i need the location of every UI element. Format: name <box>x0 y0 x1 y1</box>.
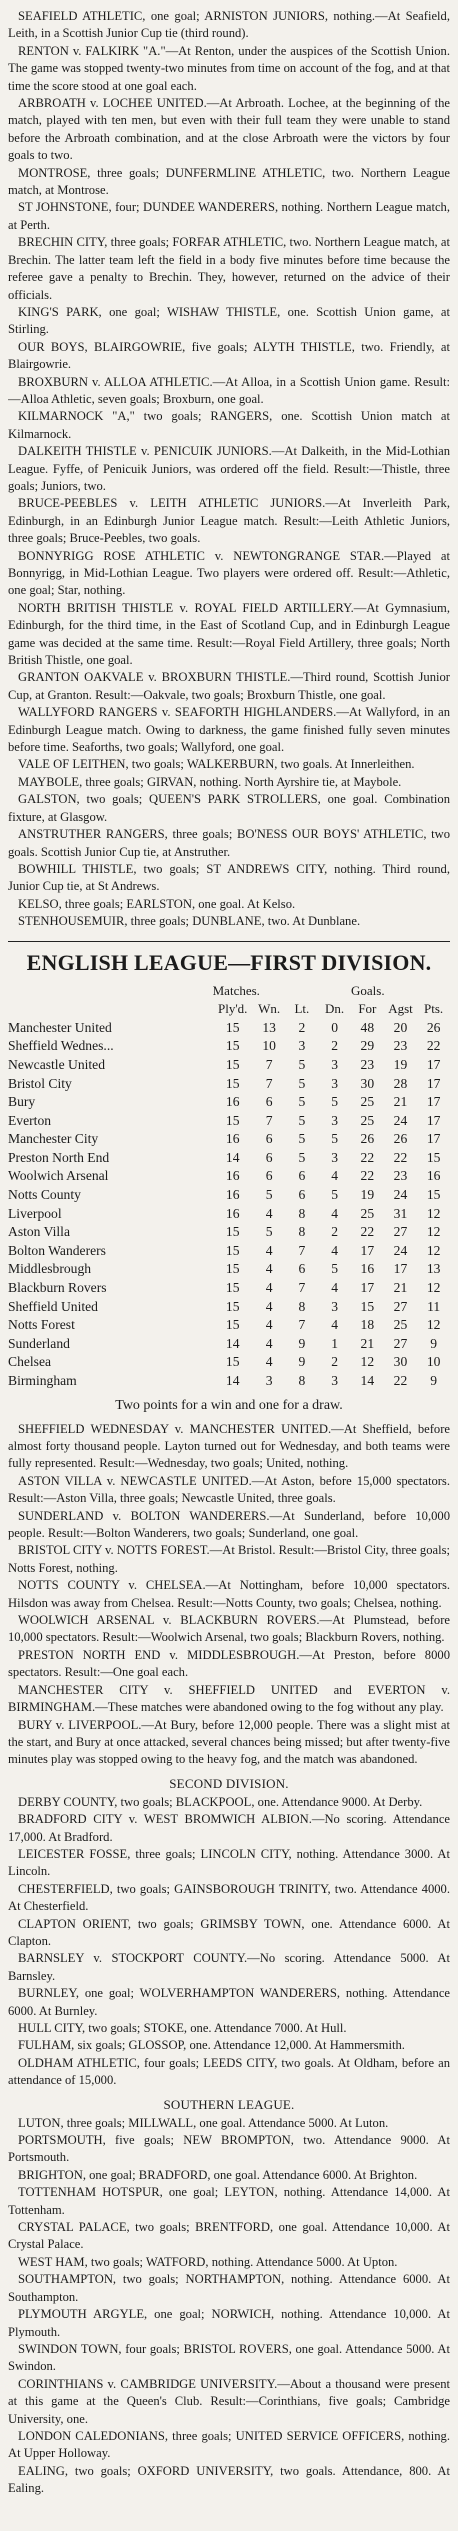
stat-cell: 5 <box>265 1224 273 1240</box>
match-report: DALKEITH THISTLE v. PENICUIK JUNIORS.—At Dalkeith, in the Mid-Lothian League. Fyffe, of Penicuik Juniors, was ordered off the field. Result:—Thistle, three goals; Juniors, two. <box>8 444 450 493</box>
stat-cell: 18 <box>360 1317 375 1333</box>
stat-cell: 17 <box>426 1056 441 1072</box>
stat-cell: 6 <box>298 1187 306 1203</box>
table-row <box>8 1205 450 1224</box>
league-table-matches-header: Matches. <box>212 982 260 998</box>
stat-cell: 5 <box>298 1094 306 1110</box>
stat-cell: 5 <box>331 1261 339 1277</box>
team-name-cell: Notts County <box>8 1187 81 1203</box>
stat-cell: 7 <box>298 1242 306 1258</box>
league-table <box>8 982 450 1391</box>
stat-cell: 5 <box>298 1056 306 1072</box>
stat-cell: 26 <box>393 1131 408 1147</box>
stat-cell: 23 <box>360 1056 375 1072</box>
southern-league-report: PLYMOUTH ARGYLE, one goal; NORWICH, nothing. Attendance 10,000. At Plymouth. <box>8 2307 450 2339</box>
team-name-cell: Sheffield Wednes... <box>8 1038 114 1054</box>
match-report: PRESTON NORTH END v. MIDDLESBROUGH.—At Preston, before 8000 spectators. Result:—One goal each. <box>8 1647 450 1680</box>
stat-cell: 5 <box>298 1131 306 1147</box>
stat-cell: 29 <box>360 1038 375 1054</box>
team-name-cell: Notts Forest <box>8 1317 75 1333</box>
southern-league-report: WEST HAM, two goals; WATFORD, nothing. Attendance 5000. At Upton. <box>18 2254 398 2269</box>
stat-cell: 4 <box>265 1280 273 1296</box>
southern-league-report: SWINDON TOWN, four goals; BRISTOL ROVERS, one goal. Attendance 5000. At Swindon. <box>8 2341 450 2374</box>
stat-cell: 10 <box>262 1038 276 1054</box>
southern-league-heading: SOUTHERN LEAGUE. <box>163 2096 295 2112</box>
team-name-cell: Everton <box>8 1112 52 1128</box>
stat-cell: 6 <box>265 1149 273 1165</box>
stat-cell: 12 <box>426 1242 441 1258</box>
first-division-reports <box>8 1421 450 1769</box>
stat-cell: 4 <box>265 1298 273 1314</box>
team-name-cell: Middlesbrough <box>8 1261 92 1277</box>
stat-cell: 3 <box>331 1373 339 1388</box>
stat-cell: 15 <box>225 1038 240 1054</box>
match-report: BRUCE-PEEBLES v. LEITH ATHLETIC JUNIORS.—At Inverleith Park, Edinburgh, in an Edinburgh Junior League match. Result:—Leith Athletic Juniors, three goals; Bruce-Peebles, two goals. <box>8 496 450 546</box>
stat-cell: 16 <box>225 1205 240 1221</box>
stat-cell: 6 <box>265 1131 273 1147</box>
stat-cell: 7 <box>265 1112 273 1128</box>
southern-league-report: PORTSMOUTH, five goals; NEW BROMPTON, two. Attendance 9000. At Portsmouth. <box>8 2133 450 2165</box>
stat-cell: 3 <box>331 1075 339 1091</box>
match-report: BROXBURN v. ALLOA ATHLETIC.—At Alloa, in a Scottish Union game. Result:—Alloa Athletic, seven goals; Broxburn, one goal. <box>8 374 450 406</box>
match-report: KELSO, three goals; EARLSTON, one goal. At Kelso. <box>18 896 296 911</box>
stat-cell: 8 <box>298 1373 306 1388</box>
league-column-header: Agst <box>388 1001 413 1017</box>
stat-cell: 17 <box>426 1112 441 1128</box>
team-name-cell: Bolton Wanderers <box>8 1242 106 1258</box>
stat-cell: 15 <box>225 1224 240 1240</box>
second-division-report: BURNLEY, one goal; WOLVERHAMPTON WANDERERS, nothing. Attendance 6000. At Burnley. <box>8 1986 450 2018</box>
news-column <box>8 8 450 2498</box>
league-column-header: Wn. <box>258 1001 281 1017</box>
stat-cell: 28 <box>393 1075 408 1091</box>
southern-league-report: CRYSTAL PALACE, two goals; BRENTFORD, one goal. Attendance 10,000. At Crystal Palace. <box>8 2220 450 2252</box>
stat-cell: 4 <box>331 1242 339 1258</box>
league-table-heading: ENGLISH LEAGUE—FIRST DIVISION. <box>26 949 432 975</box>
match-report: STENHOUSEMUIR, three goals; DUNBLANE, two. At Dunblane. <box>18 914 361 929</box>
stat-cell: 5 <box>331 1131 339 1147</box>
table-row <box>8 1112 450 1131</box>
southern-league-report: TOTTENHAM HOTSPUR, one goal; LEYTON, nothing. Attendance 14,000. At Tottenham. <box>8 2185 450 2217</box>
second-division-report: OLDHAM ATHLETIC, four goals; LEEDS CITY, two goals. At Oldham, before an attendance of 15,000. <box>8 2055 450 2088</box>
stat-cell: 14 <box>225 1335 240 1351</box>
stat-cell: 4 <box>331 1205 339 1221</box>
stat-cell: 5 <box>331 1094 339 1110</box>
southern-league-report: LUTON, three goals; MILLWALL, one goal. Attendance 5000. At Luton. <box>18 2115 389 2130</box>
second-division-report: CHESTERFIELD, two goals; GAINSBOROUGH TRINITY, two. Attendance 4000. At Chesterfield. <box>8 1881 450 1914</box>
match-report: MONTROSE, three goals; DUNFERMLINE ATHLETIC, two. Northern League match, at Montrose. <box>8 165 450 198</box>
stat-cell: 10 <box>426 1354 441 1370</box>
match-report: VALE OF LEITHEN, two goals; WALKERBURN, two goals. At Innerleithen. <box>18 757 415 772</box>
second-division-report: HULL CITY, two goals; STOKE, one. Attendance 7000. At Hull. <box>18 2021 347 2035</box>
stat-cell: 3 <box>331 1112 339 1128</box>
stat-cell: 8 <box>298 1298 306 1314</box>
team-name-cell: Bristol City <box>8 1075 72 1091</box>
match-report: GALSTON, two goals; QUEEN'S PARK STROLLERS, one goal. Combination fixture, at Glasgow. <box>8 792 450 824</box>
stat-cell: 15 <box>225 1354 240 1370</box>
second-division-report: FULHAM, six goals; GLOSSOP, one. Attendance 12,000. At Hammersmith. <box>18 2038 405 2053</box>
team-name-cell: Woolwich Arsenal <box>8 1168 109 1184</box>
stat-cell: 30 <box>393 1354 408 1370</box>
team-name-cell: Preston North End <box>8 1149 110 1165</box>
stat-cell: 16 <box>360 1261 375 1277</box>
stat-cell: 15 <box>225 1075 240 1091</box>
stat-cell: 9 <box>430 1373 437 1388</box>
match-report: WALLYFORD RANGERS v. SEAFORTH HIGHLANDERS.—At Wallyford, in an Edinburgh League match. Owing to darkness, the game finished fully seven minutes before time. Seaforths, two goals; Wallyford, one goal. <box>8 705 450 755</box>
second-division-reports <box>8 1794 450 2090</box>
table-row <box>8 1260 450 1279</box>
stat-cell: 23 <box>393 1038 408 1054</box>
stat-cell: 4 <box>265 1205 273 1221</box>
stat-cell: 25 <box>360 1112 375 1128</box>
stat-cell: 25 <box>360 1094 375 1110</box>
stat-cell: 22 <box>393 1149 408 1165</box>
stat-cell: 1 <box>331 1335 339 1351</box>
match-report: MAYBOLE, three goals; GIRVAN, nothing. North Ayrshire tie, at Maybole. <box>18 774 402 789</box>
match-report: NOTTS COUNTY v. CHELSEA.—At Nottingham, before 10,000 spectators. Hilsdon was away from Chelsea. Result:—Notts County, two goals; Chelsea, nothing. <box>8 1578 450 1610</box>
stat-cell: 3 <box>331 1056 339 1072</box>
table-row <box>8 1167 450 1186</box>
stat-cell: 14 <box>360 1373 375 1388</box>
stat-cell: 6 <box>298 1261 306 1277</box>
stat-cell: 6 <box>265 1168 273 1184</box>
league-table-body <box>8 1019 450 1391</box>
match-report: KING'S PARK, one goal; WISHAW THISTLE, one. Scottish Union game, at Stirling. <box>8 304 450 337</box>
southern-league-report: SOUTHAMPTON, two goals; NORTHAMPTON, nothing. Attendance 6000. At Southampton. <box>8 2272 450 2304</box>
match-report: ASTON VILLA v. NEWCASTLE UNITED.—At Aston, before 15,000 spectators. Result:—Aston Villa, three goals; Newcastle United, three goals. <box>8 1473 450 1506</box>
league-table-group-row <box>8 982 450 1001</box>
stat-cell: 19 <box>360 1187 375 1203</box>
stat-cell: 30 <box>360 1075 375 1091</box>
stat-cell: 4 <box>265 1261 273 1277</box>
table-row <box>8 1019 450 1038</box>
match-report: KILMARNOCK "A," two goals; RANGERS, one. Scottish Union match at Kilmarnock. <box>8 409 450 441</box>
stat-cell: 16 <box>225 1094 240 1110</box>
stat-cell: 5 <box>298 1075 306 1091</box>
stat-cell: 22 <box>393 1373 408 1388</box>
stat-cell: 7 <box>298 1317 306 1333</box>
stat-cell: 22 <box>360 1149 375 1165</box>
table-row <box>8 1075 450 1094</box>
stat-cell: 21 <box>360 1335 375 1351</box>
stat-cell: 5 <box>298 1112 306 1128</box>
stat-cell: 11 <box>427 1298 441 1314</box>
table-row <box>8 1186 450 1205</box>
league-column-header: Ply'd. <box>217 1001 248 1017</box>
newspaper-clipping <box>8 8 450 2515</box>
league-column-header: Pts. <box>424 1001 444 1017</box>
stat-cell: 3 <box>265 1373 273 1388</box>
league-table-team-header <box>8 1000 213 1019</box>
second-division-report: LEICESTER FOSSE, three goals; LINCOLN CITY, nothing. Attendance 3000. At Lincoln. <box>8 1846 450 1879</box>
match-report: BRISTOL CITY v. NOTTS FOREST.—At Bristol. Result:—Bristol City, three goals; Notts Forest, nothing. <box>8 1543 450 1575</box>
match-report: SUNDERLAND v. BOLTON WANDERERS.—At Sunderland, before 10,000 people. Result:—Bolton Wanderers, two goals; Sunderland, one goal. <box>8 1508 450 1541</box>
stat-cell: 12 <box>426 1280 441 1296</box>
southern-league-report: LONDON CALEDONIANS, three goals; UNITED SERVICE OFFICERS, nothing. At Upper Holloway. <box>8 2428 450 2461</box>
match-report: BURY v. LIVERPOOL.—At Bury, before 12,000 people. There was a slight mist at the start, and Bury at once attacked, several chances being missed; but after twenty-five minutes play was stopped owing to the heavy fog, and the match was abandoned. <box>8 1717 450 1767</box>
match-report: NORTH BRITISH THISTLE v. ROYAL FIELD ARTILLERY.—At Gymnasium, Edinburgh, for the third time, in the East of Scotland Cup, and in Edinburgh League game was decided at the same time. Result:—Royal Field Artillery, three goals; North British Thistle, one goal. <box>8 600 450 668</box>
stat-cell: 8 <box>298 1224 306 1240</box>
league-table-goals-header: Goals. <box>350 982 385 998</box>
table-row <box>8 1335 450 1354</box>
stat-cell: 17 <box>426 1094 441 1110</box>
stat-cell: 14 <box>225 1149 240 1165</box>
team-name-cell: Liverpool <box>8 1205 62 1221</box>
stat-cell: 22 <box>360 1168 375 1184</box>
match-report: BRECHIN CITY, three goals; FORFAR ATHLETIC, two. Northern League match, at Brechin. The latter team left the field in a body five minutes before time because the referee gave a penalty to Brechin. They, however, returned on the advice of their officials. <box>8 235 450 302</box>
second-division-report: BRADFORD CITY v. WEST BROMWICH ALBION.—No scoring. Attendance 17,000. At Bradford. <box>8 1812 450 1844</box>
team-name-cell: Manchester United <box>8 1019 112 1035</box>
stat-cell: 15 <box>360 1298 375 1314</box>
stat-cell: 15 <box>225 1242 240 1258</box>
match-report: BONNYRIGG ROSE ATHLETIC v. NEWTONGRANGE STAR.—Played at Bonnyrigg, in Mid-Lothian League. Two players were ordered off. Result:—Athletic, one goal; Star, nothing. <box>8 548 450 598</box>
stat-cell: 17 <box>426 1131 441 1147</box>
league-column-header: For <box>358 1001 377 1017</box>
team-name-cell: Sheffield United <box>8 1298 98 1314</box>
stat-cell: 7 <box>265 1075 273 1091</box>
table-row <box>8 1149 450 1168</box>
stat-cell: 14 <box>225 1373 240 1388</box>
table-row <box>8 1056 450 1075</box>
table-row <box>8 1093 450 1112</box>
team-name-cell: Sunderland <box>8 1335 70 1351</box>
table-row <box>8 1372 450 1391</box>
table-row <box>8 1353 450 1372</box>
stat-cell: 15 <box>225 1298 240 1314</box>
southern-league-report: CORINTHIANS v. CAMBRIDGE UNIVERSITY.—About a thousand were present at this game at the Queen's Club. Result:—Corinthians, five goals; Cambridge University, one. <box>8 2376 450 2426</box>
stat-cell: 48 <box>360 1019 375 1035</box>
stat-cell: 25 <box>360 1205 375 1221</box>
table-row <box>8 1223 450 1242</box>
league-table-column-row <box>8 1000 450 1019</box>
match-report: ARBROATH v. LOCHEE UNITED.—At Arbroath. Lochee, at the beginning of the match, played with ten men, but even with their full team they were unable to stand before the Arbroath combination, and at the close Arbroath were the victors by four goals to two. <box>8 96 450 163</box>
stat-cell: 4 <box>265 1242 273 1258</box>
stat-cell: 24 <box>393 1187 408 1203</box>
stat-cell: 26 <box>360 1131 375 1147</box>
stat-cell: 23 <box>393 1168 408 1184</box>
stat-cell: 22 <box>426 1038 441 1054</box>
match-report: MANCHESTER CITY v. SHEFFIELD UNITED and EVERTON v. BIRMINGHAM.—These matches were abandoned owing to the fog without any play. <box>8 1682 450 1715</box>
stat-cell: 26 <box>426 1019 441 1035</box>
southern-league-report: BRIGHTON, one goal; BRADFORD, one goal. Attendance 6000. At Brighton. <box>18 2167 418 2182</box>
stat-cell: 2 <box>331 1038 339 1054</box>
stat-cell: 15 <box>225 1112 240 1128</box>
stat-cell: 16 <box>225 1168 240 1184</box>
match-report: WOOLWICH ARSENAL v. BLACKBURN ROVERS.—At Plumstead, before 10,000 spectators. Result:—Woolwich Arsenal, two goals; Blackburn Rovers, nothing. <box>8 1613 450 1645</box>
stat-cell: 24 <box>393 1242 408 1258</box>
match-report: SHEFFIELD WEDNESDAY v. MANCHESTER UNITED.—At Sheffield, before almost forty thousand people. Layton turned out for Wednesday, and both teams were fully represented. Result:—Wednesday, two goals; United, nothing. <box>8 1421 450 1471</box>
stat-cell: 27 <box>393 1335 408 1351</box>
second-division-report: CLAPTON ORIENT, two goals; GRIMSBY TOWN, one. Attendance 6000. At Clapton. <box>8 1916 450 1948</box>
stat-cell: 20 <box>393 1019 408 1035</box>
stat-cell: 6 <box>298 1168 306 1184</box>
stat-cell: 16 <box>225 1131 240 1147</box>
section-divider <box>8 941 450 942</box>
stat-cell: 4 <box>265 1335 273 1351</box>
stat-cell: 12 <box>426 1205 441 1221</box>
stat-cell: 31 <box>393 1205 408 1221</box>
stat-cell: 9 <box>430 1335 437 1351</box>
stat-cell: 9 <box>298 1354 306 1370</box>
team-name-cell: Manchester City <box>8 1131 99 1147</box>
second-division-report: DERBY COUNTY, two goals; BLACKPOOL, one. Attendance 9000. At Derby. <box>18 1794 423 1809</box>
stat-cell: 2 <box>331 1354 339 1370</box>
stat-cell: 3 <box>331 1298 339 1314</box>
points-note: Two points for a win and one for a draw. <box>115 1397 343 1413</box>
stat-cell: 12 <box>426 1224 441 1240</box>
stat-cell: 5 <box>298 1149 306 1165</box>
stat-cell: 7 <box>298 1280 306 1296</box>
match-report: ANSTRUTHER RANGERS, three goals; BO'NESS OUR BOYS' ATHLETIC, two goals. Scottish Junior Cup tie, at Anstruther. <box>8 827 450 859</box>
stat-cell: 22 <box>360 1224 375 1240</box>
stat-cell: 17 <box>426 1075 441 1091</box>
table-row <box>8 1130 450 1149</box>
team-name-cell: Chelsea <box>8 1354 52 1370</box>
stat-cell: 15 <box>225 1280 240 1296</box>
table-row <box>8 1242 450 1261</box>
table-row <box>8 1298 450 1317</box>
second-division-report: BARNSLEY v. STOCKPORT COUNTY.—No scoring. Attendance 5000. At Barnsley. <box>8 1951 450 1983</box>
stat-cell: 27 <box>393 1298 408 1314</box>
stat-cell: 3 <box>298 1038 306 1054</box>
stat-cell: 19 <box>393 1056 408 1072</box>
stat-cell: 21 <box>393 1280 408 1296</box>
stat-cell: 7 <box>265 1056 273 1072</box>
team-name-cell: Aston Villa <box>8 1224 70 1240</box>
stat-cell: 15 <box>225 1056 240 1072</box>
stat-cell: 16 <box>225 1187 240 1203</box>
stat-cell: 15 <box>225 1261 240 1277</box>
stat-cell: 3 <box>331 1149 339 1165</box>
southern-league-reports <box>8 2115 450 2498</box>
stat-cell: 17 <box>360 1242 375 1258</box>
scottish-results <box>8 8 450 931</box>
stat-cell: 15 <box>426 1149 441 1165</box>
stat-cell: 27 <box>393 1224 408 1240</box>
team-name-cell: Birmingham <box>8 1373 77 1388</box>
stat-cell: 5 <box>265 1187 273 1203</box>
stat-cell: 13 <box>426 1261 441 1277</box>
stat-cell: 5 <box>331 1187 339 1203</box>
team-name-cell: Newcastle United <box>8 1056 106 1072</box>
southern-league-report: EALING, two goals; OXFORD UNIVERSITY, two goals. Attendance, 800. At Ealing. <box>8 2463 450 2496</box>
english-league-section <box>8 950 450 2498</box>
stat-cell: 17 <box>393 1261 408 1277</box>
match-report: RENTON v. FALKIRK "A."—At Renton, under the auspices of the Scottish Union. The game was stopped twenty-two minutes from time on account of the fog, and at that time the score stood at one goal each. <box>8 43 450 93</box>
stat-cell: 0 <box>331 1019 339 1035</box>
stat-cell: 6 <box>265 1094 273 1110</box>
league-column-header: Lt. <box>294 1001 310 1017</box>
table-row <box>8 1037 450 1056</box>
team-name-cell: Bury <box>8 1094 36 1110</box>
league-table-spacer <box>417 982 450 1001</box>
stat-cell: 15 <box>426 1187 441 1203</box>
match-report: BOWHILL THISTLE, two goals; ST ANDREWS CITY, nothing. Third round, Junior Cup tie, at St Andrews. <box>8 861 450 894</box>
stat-cell: 2 <box>331 1224 339 1240</box>
match-report: OUR BOYS, BLAIRGOWRIE, five goals; ALYTH THISTLE, two. Friendly, at Blairgowrie. <box>8 339 450 372</box>
second-division-heading: SECOND DIVISION. <box>169 1775 289 1791</box>
stat-cell: 15 <box>225 1317 240 1333</box>
stat-cell: 17 <box>360 1280 375 1296</box>
stat-cell: 4 <box>265 1317 273 1333</box>
stat-cell: 2 <box>298 1019 306 1035</box>
stat-cell: 16 <box>426 1168 441 1184</box>
stat-cell: 8 <box>298 1205 306 1221</box>
table-row <box>8 1316 450 1335</box>
table-row <box>8 1279 450 1298</box>
match-report: GRANTON OAKVALE v. BROXBURN THISTLE.—Third round, Scottish Junior Cup, at Granton. Result:—Oakvale, two goals; Broxburn Thistle, one goal. <box>8 670 450 702</box>
team-name-cell: Blackburn Rovers <box>8 1280 107 1296</box>
stat-cell: 15 <box>225 1019 240 1035</box>
match-report: SEAFIELD ATHLETIC, one goal; ARNISTON JUNIORS, nothing.—At Seafield, Leith, in a Scottish Junior Cup tie (third round). <box>8 9 450 41</box>
stat-cell: 24 <box>393 1112 408 1128</box>
stat-cell: 4 <box>331 1168 339 1184</box>
stat-cell: 13 <box>262 1019 276 1035</box>
stat-cell: 21 <box>393 1094 408 1110</box>
league-column-header: Dn. <box>325 1001 345 1017</box>
stat-cell: 4 <box>265 1354 273 1370</box>
stat-cell: 4 <box>331 1280 339 1296</box>
stat-cell: 12 <box>360 1354 375 1370</box>
league-table-team-header <box>8 982 213 1001</box>
stat-cell: 9 <box>298 1335 306 1351</box>
stat-cell: 12 <box>426 1317 441 1333</box>
match-report: ST JOHNSTONE, four; DUNDEE WANDERERS, nothing. Northern League match, at Perth. <box>8 200 450 232</box>
stat-cell: 25 <box>393 1317 408 1333</box>
stat-cell: 4 <box>331 1317 339 1333</box>
